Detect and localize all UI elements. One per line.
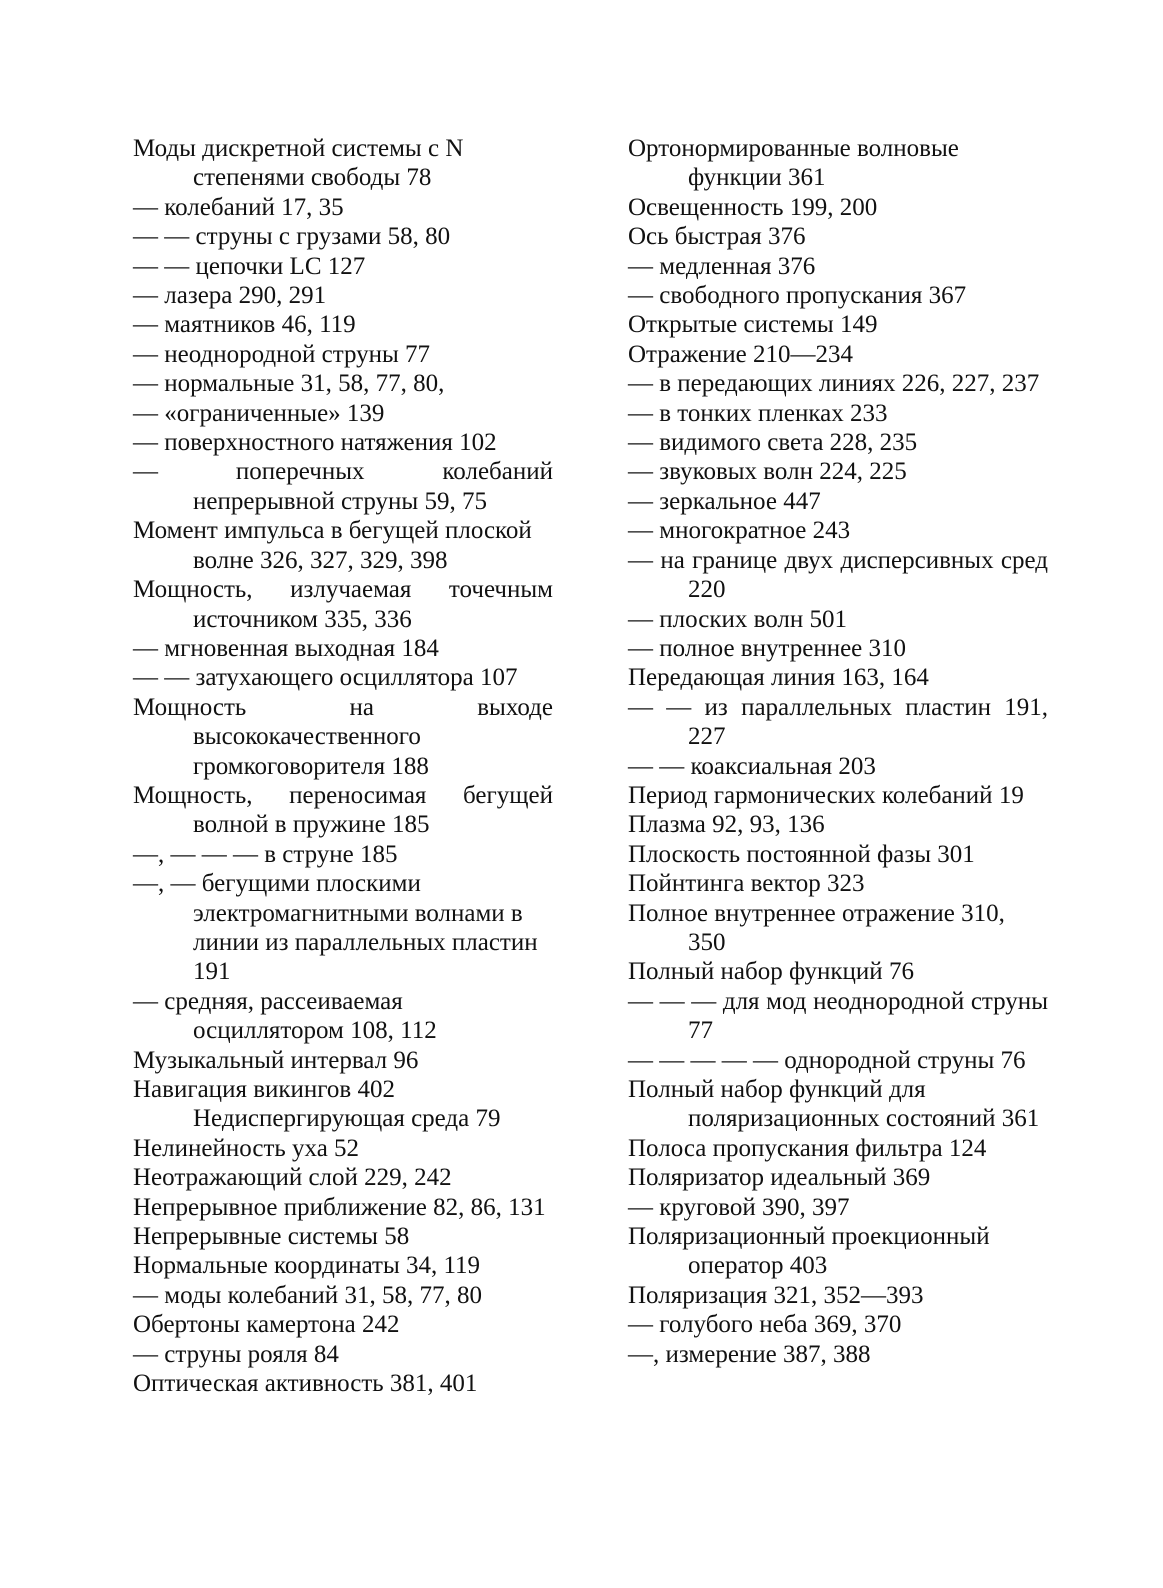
index-entry: — многократное 243 [628,517,851,545]
index-entry: Открытые системы 149 [628,311,878,339]
index-entry: — зеркальное 447 [628,487,821,515]
index-entry: Полный набор функций для поляризационных состояний 361 [628,1076,1040,1133]
index-entry: Мощность, переносимая бегущей волной в пружине 185 [133,781,553,839]
index-entry: — медленная 376 [628,252,816,280]
index-entry: — нормальные 31, 58, 77, 80, [133,370,445,398]
index-entry: —, измерение 387, 388 [628,1340,871,1368]
index-entry: Непрерывные системы 58 [133,1223,410,1251]
index-entry: — лазера 290, 291 [133,282,327,310]
index-entry: — полное внутреннее 310 [628,634,907,662]
index-column-left [133,134,553,1398]
index-entry: — мгновенная выходная 184 [133,634,439,662]
index-entry: Оптическая активность 381, 401 [133,1370,478,1398]
index-entry: Пойнтинга вектор 323 [628,870,865,898]
index-entry: — — цепочки LC 127 [133,252,366,280]
index-entry: Освещенность 199, 200 [628,193,878,221]
index-entry: Моды дискретной системы с N степенями свободы 78 [133,135,464,192]
index-entry: Обертоны камертона 242 [133,1311,400,1339]
index-entry: Полное внутреннее отражение 310, 350 [628,899,1005,956]
index-entry: — — — для мод неоднородной струны 77 [628,987,1048,1045]
index-entry: — струны рояля 84 [133,1340,339,1368]
index-entry: Плоскость постоянной фазы 301 [628,840,975,868]
index-entry: — в передающих линиях 226, 227, 237 [628,370,1040,398]
index-entry: — неоднородной струны 77 [133,340,431,368]
index-entry: Музыкальный интервал 96 [133,1046,419,1074]
index-entry: Неотражающий слой 229, 242 [133,1164,452,1192]
index-entry: — — — — — однородной струны 76 [628,1046,1026,1074]
index-entry: —, — — — в струне 185 [133,840,398,868]
index-entry: — «ограниченные» 139 [133,399,385,427]
index-entry: Отражение 210—234 [628,340,854,368]
index-entry: — поверхностного натяжения 102 [133,429,497,457]
index-entry: Недиспергирующая среда 79 [193,1105,501,1133]
index-entry: Поляризатор идеальный 369 [628,1164,931,1192]
index-entry: — в тонких пленках 233 [628,399,888,427]
index-entry: — плоских волн 501 [628,605,848,633]
index-entry: — — затухающего осциллятора 107 [133,664,518,692]
index-entry: — моды колебаний 31, 58, 77, 80 [133,1281,482,1309]
index-entry: Момент импульса в бегущей плоской волне 326, 327, 329, 398 [133,517,532,574]
index-entry: — голубого неба 369, 370 [628,1311,902,1339]
index-entry: — звуковых волн 224, 225 [628,458,907,486]
index-entry: Поляризация 321, 352—393 [628,1281,924,1309]
index-entry: — маятников 46, 119 [133,311,356,339]
index-entry: — колебаний 17, 35 [133,193,344,221]
index-entry: — видимого света 228, 235 [628,429,918,457]
index-entry: — круговой 390, 397 [628,1193,850,1221]
index-entry: — средняя, рассеиваемая осциллятором 108, 112 [133,987,437,1045]
index-entry: Мощность, излучаемая точечным источником 335, 336 [133,576,553,633]
index-entry: — — из параллельных пластин 191, 227 [628,693,1048,751]
index-entry: —, — бегущими плоскими электромагнитными волнами в линии из параллельных пластин 191 [133,870,538,986]
index-entry: Полоса пропускания фильтра 124 [628,1134,987,1162]
index-entry: Ортонормированные волновые функции 361 [628,135,959,192]
index-entry: — на границе двух дисперсивных сред 220 [628,546,1048,604]
index-entry: — поперечных колебаний непрерывной струны 59, 75 [133,458,553,515]
index-entry: Навигация викингов 402 [133,1076,395,1103]
index-entry: Поляризационный проекционный оператор 403 [628,1223,990,1280]
index-entry: Период гармонических колебаний 19 [628,781,1024,809]
index-entry: — — струны с грузами 58, 80 [133,223,451,251]
index-entry: Передающая линия 163, 164 [628,664,929,692]
index-entry: Нелинейность уха 52 [133,1134,360,1162]
index-entry: — — коаксиальная 203 [628,752,876,780]
index-entry: Полный набор функций 76 [628,958,914,986]
index-column-right [628,134,1048,1369]
index-entry: Нормальные координаты 34, 119 [133,1252,481,1280]
index-entry: — свободного пропускания 367 [628,282,967,310]
index-entry: Плазма 92, 93, 136 [628,811,825,839]
index-entry: Ось быстрая 376 [628,223,806,251]
index-entry: Мощность на выходе высококачественного громкоговорителя 188 [133,693,553,780]
index-entry: Непрерывное приближение 82, 86, 131 [133,1193,546,1221]
